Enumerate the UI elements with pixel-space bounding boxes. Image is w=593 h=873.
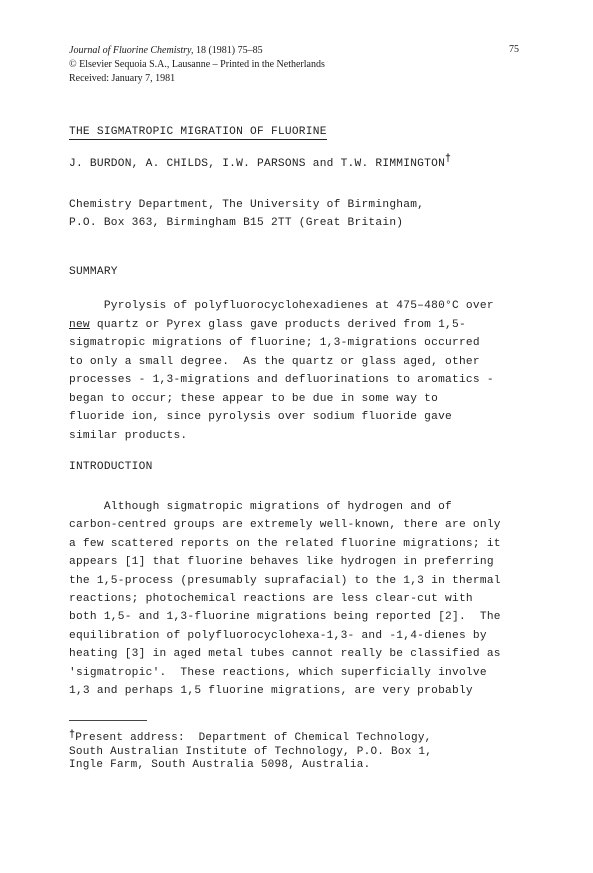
intro-line: both 1,5- and 1,3-fluorine migrations being reported [2]. The: [69, 611, 501, 624]
footnote-line: Ingle Farm, South Australia 5098, Australia.: [69, 759, 371, 771]
intro-line: a few scattered reports on the related fluorine migrations; it: [69, 537, 501, 550]
footnote-dagger: †: [69, 730, 76, 741]
volume-info: 18 (1981) 75–85: [193, 45, 263, 56]
footnote: [69, 729, 432, 773]
introduction-heading: INTRODUCTION: [69, 461, 153, 473]
publisher-line: © Elsevier Sequoia S.A., Lausanne – Printed in the Netherlands: [69, 59, 325, 70]
page-number: 75: [509, 44, 519, 55]
article-title: THE SIGMATROPIC MIGRATION OF FLUORINE: [69, 126, 327, 138]
summary-body: [69, 297, 494, 445]
intro-line: equilibration of polyfluorocyclohexa-1,3- and -1,4-dienes by: [69, 629, 487, 642]
intro-line: reactions; photochemical reactions are less clear-cut with: [69, 593, 473, 606]
intro-line: Although sigmatropic migrations of hydrogen and of: [69, 501, 452, 513]
introduction-body: [69, 498, 501, 700]
affiliation: [69, 196, 424, 232]
summary-line: [69, 316, 494, 335]
footnote-line: South Australian Institute of Technology, P.O. Box 1,: [69, 745, 433, 758]
affiliation-line: Chemistry Department, The University of Birmingham,: [69, 199, 425, 211]
author-dagger: †: [445, 154, 452, 165]
author-list: [69, 154, 452, 170]
summary-line: to only a small degree. As the quartz or glass aged, other: [69, 355, 480, 368]
emphasis-new: new: [69, 318, 90, 331]
journal-header: [69, 44, 325, 86]
summary-line: similar products.: [69, 429, 188, 442]
received-date: Received: January 7, 1981: [69, 73, 176, 84]
journal-name: Journal of Fluorine Chemistry,: [69, 45, 194, 56]
authors-text: J. BURDON, A. CHILDS, I.W. PARSONS and T.W. RIMMINGTON: [69, 158, 446, 170]
intro-line: 1,3 and perhaps 1,5 fluorine migrations, are very probably: [69, 685, 473, 698]
summary-heading: SUMMARY: [69, 266, 118, 278]
journal-citation: [69, 44, 325, 58]
summary-line: sigmatropic migrations of fluorine; 1,3-migrations occurred: [69, 337, 480, 349]
intro-line: 'sigmatropic'. These reactions, which superficially involve: [69, 666, 487, 679]
summary-line: processes - 1,3-migrations and defluorinations to aromatics -: [69, 374, 494, 386]
intro-line: heating [3] in aged metal tubes cannot really be classified as: [69, 648, 501, 661]
summary-line-text: quartz or Pyrex glass gave products derived from 1,5-: [89, 318, 466, 331]
intro-line: carbon-centred groups are extremely well-known, there are only: [69, 519, 501, 532]
intro-line: the 1,5-process (presumably suprafacial) to the 1,3 in thermal: [69, 574, 501, 587]
summary-line: Pyrolysis of polyfluorocyclohexadienes at 475–480°C over: [69, 300, 494, 312]
intro-line: appears [1] that fluorine behaves like hydrogen in preferring: [69, 556, 494, 569]
footnote-divider: [69, 720, 147, 721]
footnote-line-text: Present address: Department of Chemical Technology,: [75, 732, 432, 744]
summary-line: began to occur; these appear to be due in some way to: [69, 392, 439, 405]
footnote-line: [69, 729, 432, 746]
summary-line: fluoride ion, since pyrolysis over sodium fluoride gave: [69, 411, 452, 423]
affiliation-line: P.O. Box 363, Birmingham B15 2TT (Great Britain): [69, 217, 404, 229]
